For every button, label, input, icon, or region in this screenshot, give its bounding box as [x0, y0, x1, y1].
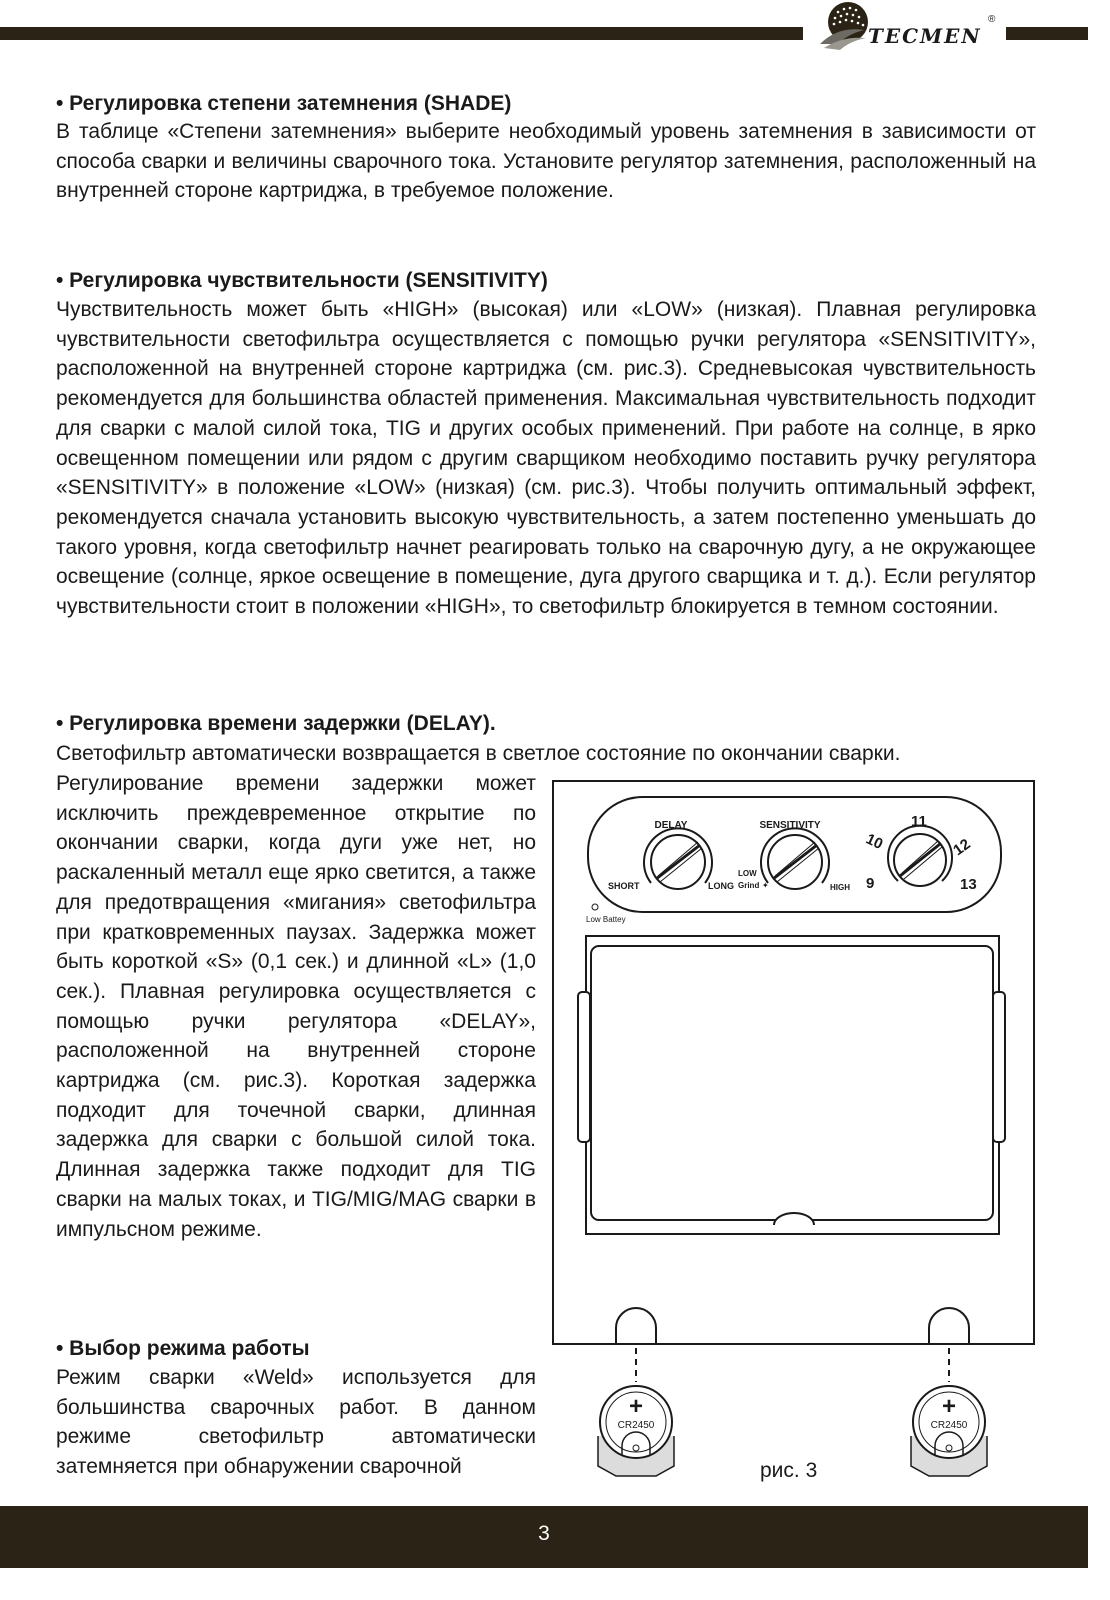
sensitivity-heading: • Регулировка чувствительности (SENSITIVITY) [56, 269, 548, 292]
battery-right-model: CR2450 [930, 1420, 968, 1431]
filter-lens [591, 946, 993, 1220]
low-battery-led [592, 904, 598, 910]
battery-left-plus-icon: + [628, 1393, 644, 1420]
right-clip [993, 992, 1005, 1142]
figure-caption: рис. 3 [760, 1459, 818, 1482]
tecmen-logo [808, 0, 1004, 56]
shade-knob [888, 826, 952, 886]
viewing-window-frame [586, 936, 999, 1234]
delay-short-label: SHORT [608, 881, 640, 891]
sensitivity-high-label: HIGH [830, 883, 850, 892]
sensitivity-label: SENSITIVITY [759, 820, 821, 831]
sensitivity-paragraph: Чувствительность может быть «HIGH» (высокая) или «LOW» (низкая). Плавная регулировка чувствительности светофильтра осуществляется с помощью ручки регулятора «SENSITIVITY», расположенной на внутренней стороне картриджа (см. рис.3). Средневысокая чувствительность рекомендуется для большинства областей применения. Максимальная чувствительность подходит для сварки с малой силой тока, TIG и других особых применений. При работе на солнце, в ярко освещенном помещении или рядом с другим сварщиком необходимо поставить ручку регулятора «SENSITIVITY» в положение «LOW» (низкая) (см. рис.3). Чтобы получить оптимальный эффект, рекомендуется сначала установить высокую чувствительность, а затем постепенно уменьшать до такого уровня, когда светофильтр начнет реагировать только на сварочную дугу, а не окружающее освещение (солнце, яркое освещение в помещение, дуга другого сварщика и т. д.). Если регулятор чувствительности стоит в положении «HIGH», то светофильтр блокируется в темном состоянии. [56, 298, 1036, 619]
low-battery-label: Low Battey [586, 915, 626, 924]
battery-slot-left [616, 1308, 656, 1344]
battery-right-plus-icon: + [941, 1393, 957, 1420]
delay-knob [644, 828, 712, 889]
shade-heading: • Регулировка степени затемнения (SHADE) [56, 92, 512, 115]
page-number: 3 [538, 1522, 550, 1545]
shade-10-label: 10 [863, 830, 886, 853]
delay-heading: • Регулировка времени задержки (DELAY). [56, 712, 496, 735]
delay-long-label: LONG [708, 881, 734, 891]
sensitivity-grind-label: Grind [738, 881, 760, 890]
mode-paragraph: Режим сварки «Weld» используется для большинства сварочных работ. В данном режиме светофильтр автоматически затемняется при обнаружении сварочной [56, 1366, 536, 1479]
delay-paragraph: Регулирование времени задержки может исключить преждевременное открытие по окончании сварки, когда дуги уже нет, но раскаленный металл еще ярко светится, а также для предотвращения «мигания» светофильтра при кратковременных паузах. Задержка может быть короткой «S» (0,1 сек.) и длинной «L» (1,0 сек.). Плавная регулировка осуществляется с помощью ручки регулятора «DELAY», расположенной на внутренней стороне картриджа (см. рис.3). Короткая задержка подходит для точечной сварки, длинная задержка для сварки с большой силой тока. Длинная задержка также подходит для TIG сварки на малых токах, и TIG/MIG/MAG сварки в импульсном режиме. [56, 772, 536, 1241]
cartridge-diagram [548, 776, 1038, 1511]
header-bar-left [0, 27, 803, 40]
grind-star-icon: ✦ [762, 881, 769, 890]
brand-name: TECMEN [868, 24, 982, 48]
shade-12-label: 12 [950, 835, 974, 860]
delay-intro: Светофильтр автоматически возвращается в светлое состояние по окончании сварки. [56, 742, 901, 765]
bottom-tab [774, 1213, 814, 1225]
header-bar-right [1006, 27, 1088, 40]
shade-11-label: 11 [911, 813, 927, 830]
shade-9-label: 9 [866, 875, 875, 892]
battery-slot-right [929, 1308, 969, 1344]
mode-heading: • Выбор режима работы [56, 1337, 310, 1360]
shade-paragraph: В таблице «Степени затемнения» выберите необходимый уровень затемнения в зависимости от способа сварки и величины сварочного тока. Установите регулятор затемнения, расположенный на внутренней стороне картриджа, в требуемое положение. [56, 120, 1036, 203]
battery-left-model: CR2450 [617, 1420, 655, 1431]
delay-label: DELAY [654, 820, 688, 831]
shade-13-label: 13 [960, 876, 977, 893]
sensitivity-low-label: LOW [738, 869, 757, 878]
left-clip [578, 992, 590, 1142]
sensitivity-knob [761, 828, 829, 889]
registered-mark: ® [988, 14, 996, 25]
